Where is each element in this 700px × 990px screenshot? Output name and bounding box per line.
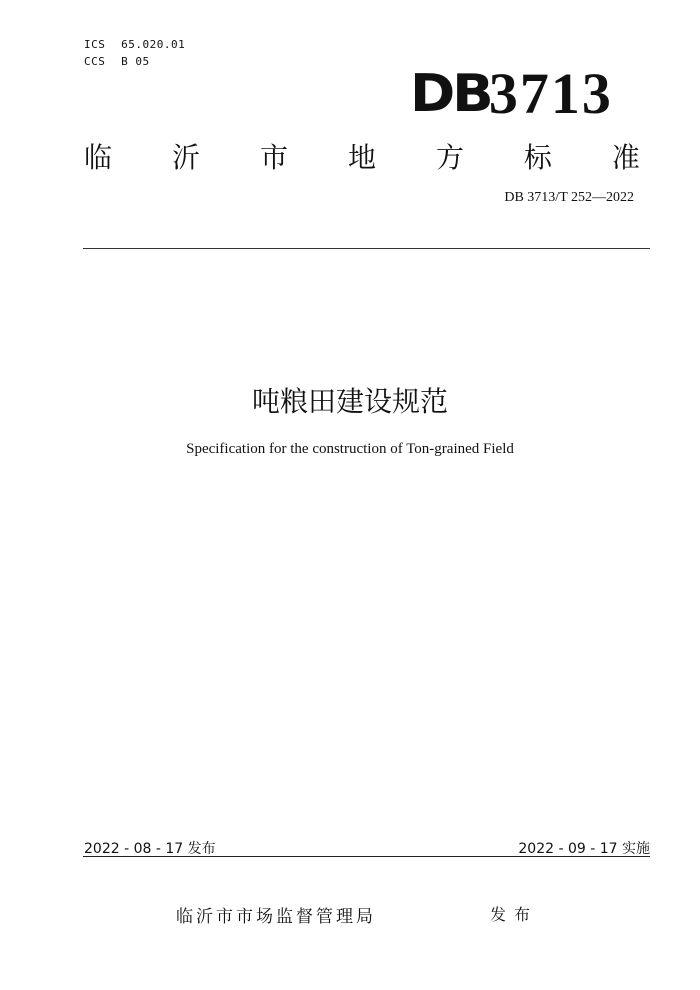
- standard-type: [84, 136, 640, 176]
- standard-type-char: 市: [259, 141, 288, 174]
- title-chinese: 吨粮田建设规范: [251, 385, 448, 418]
- ics-line: [84, 38, 185, 51]
- standard-type-char: 地: [347, 141, 376, 174]
- ccs-label: CCS: [84, 55, 106, 68]
- ccs-code: B 05: [121, 55, 150, 68]
- ccs-line: [84, 55, 150, 68]
- standard-type-char: 方: [435, 141, 464, 174]
- header-divider: [83, 248, 650, 249]
- ics-label: ICS: [84, 38, 106, 51]
- issuer-name: 临沂市市场监督管理局: [176, 907, 376, 927]
- standard-number: DB 3713/T 252—2022: [504, 190, 634, 205]
- standard-type-char: 临: [84, 141, 113, 174]
- ics-code: 65.020.01: [121, 38, 186, 51]
- db-logo: [410, 61, 640, 126]
- standard-type-char: 标: [523, 141, 552, 174]
- db-logo-number: 3713: [488, 61, 613, 126]
- footer-divider: [83, 856, 650, 857]
- publish-label: 发布: [490, 905, 539, 924]
- issue-date: 2022 - 08 - 17 发布: [84, 841, 216, 857]
- db-logo-letters: DB: [410, 64, 491, 124]
- standard-type-char: 准: [611, 141, 640, 174]
- implement-date: 2022 - 09 - 17 实施: [518, 841, 650, 857]
- title-english: Specification for the construction of Ton-grained Field: [186, 441, 514, 457]
- standard-type-char: 沂: [171, 141, 200, 174]
